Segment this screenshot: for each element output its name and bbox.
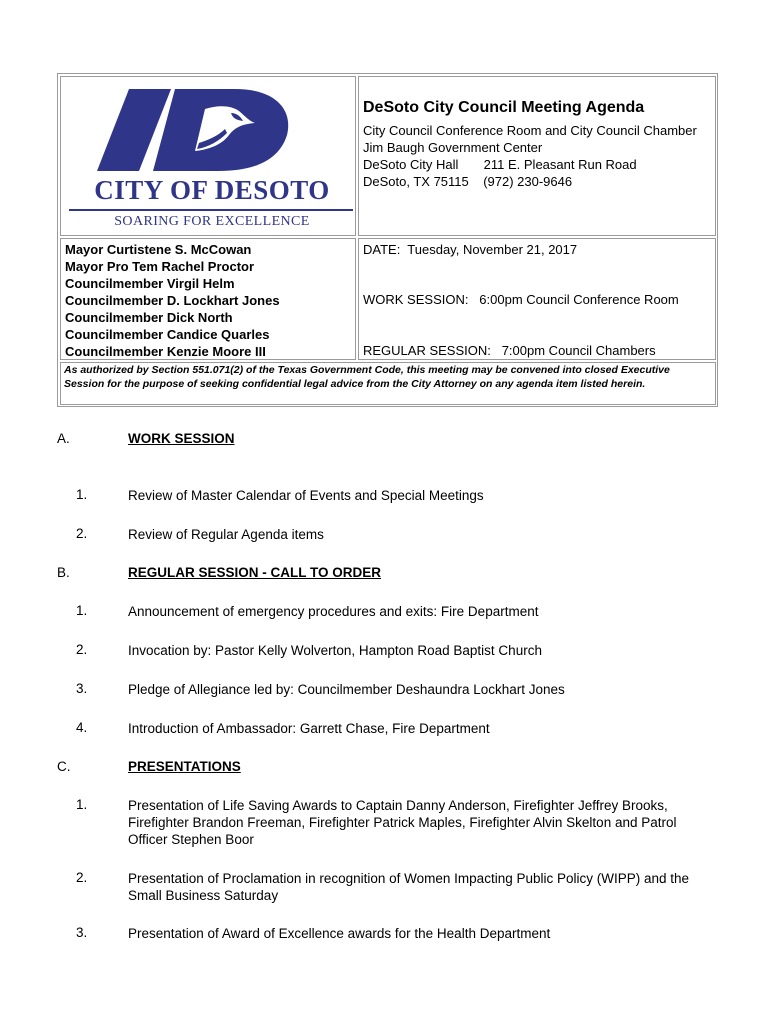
agenda-item: Introduction of Ambassador: Garrett Chase, Fire Department [128, 721, 490, 736]
council-members-cell [60, 238, 356, 360]
regular-session-time: REGULAR SESSION: 7:00pm Council Chambers [363, 343, 656, 358]
agenda-item: Invocation by: Pastor Kelly Wolverton, Hampton Road Baptist Church [128, 643, 542, 658]
section-title-regular-session: REGULAR SESSION - CALL TO ORDER [128, 565, 382, 580]
council-member: Mayor Pro Tem Rachel Proctor [65, 259, 255, 274]
authorization-notice: As authorized by Section 551.071(2) of the Texas Government Code, this meeting may be convened into closed Executive Session for the purpose of seeking confidential legal advice from the City Attorney on any agenda item listed herein. [64, 364, 670, 390]
location-line: City Council Conference Room and City Council Chamber [363, 123, 697, 138]
section-letter: C. [57, 759, 71, 774]
item-number: 2. [76, 526, 88, 541]
item-number: 1. [76, 487, 88, 502]
item-number: 3. [76, 681, 88, 696]
section-letter: A. [57, 431, 70, 446]
meeting-date: DATE: Tuesday, November 21, 2017 [363, 242, 578, 257]
schedule-cell [358, 238, 716, 360]
meeting-info-cell [358, 76, 716, 236]
section-letter: B. [57, 565, 70, 580]
item-number: 2. [76, 642, 88, 657]
location-line: DeSoto City Hall 211 E. Pleasant Run Road [363, 157, 637, 172]
authorization-cell [60, 362, 716, 405]
council-member: Councilmember Virgil Helm [65, 276, 235, 291]
agenda-item: Presentation of Life Saving Awards to Captain Danny Anderson, Firefighter Jeffrey Brooks, Firefighter Brandon Freeman, Firefighter Patrick Maples, Firefighter Alvin Skelton and Patrol Officer Stephen Boor [128, 798, 677, 847]
logo-city-name: CITY OF DESOTO [94, 175, 330, 205]
agenda-title: DeSoto City Council Meeting Agenda [363, 99, 645, 116]
item-number: 4. [76, 720, 88, 735]
logo-divider [69, 209, 353, 211]
agenda-item: Presentation of Award of Excellence awards for the Health Department [128, 926, 551, 941]
logo-tagline: SOARING FOR EXCELLENCE [114, 214, 310, 229]
location-line: Jim Baugh Government Center [363, 140, 543, 155]
work-session-time: WORK SESSION: 6:00pm Council Conference Room [363, 292, 679, 307]
eagle-d-logo-icon [67, 83, 351, 175]
council-member: Councilmember Candice Quarles [65, 327, 270, 342]
council-member: Mayor Curtistene S. McCowan [65, 242, 252, 257]
agenda-item: Presentation of Proclamation in recognition of Women Impacting Public Policy (WIPP) and the Small Business Saturday [128, 871, 690, 903]
agenda-header-table [57, 73, 718, 407]
section-title-work-session: WORK SESSION [128, 431, 235, 446]
item-number: 1. [76, 603, 88, 618]
agenda-item: Announcement of emergency procedures and exits: Fire Department [128, 604, 539, 619]
item-number: 3. [76, 925, 88, 940]
council-member: Councilmember Dick North [65, 310, 233, 325]
agenda-item: Review of Regular Agenda items [128, 527, 324, 542]
agenda-item: Pledge of Allegiance led by: Councilmember Deshaundra Lockhart Jones [128, 682, 565, 697]
section-title-presentations: PRESENTATIONS [128, 759, 241, 774]
council-member: Councilmember D. Lockhart Jones [65, 293, 280, 308]
item-number: 2. [76, 870, 88, 885]
item-number: 1. [76, 797, 88, 812]
agenda-item: Review of Master Calendar of Events and Special Meetings [128, 488, 484, 503]
logo-cell [60, 76, 356, 236]
location-line: DeSoto, TX 75115 (972) 230-9646 [363, 174, 573, 189]
council-member: Councilmember Kenzie Moore III [65, 344, 266, 359]
